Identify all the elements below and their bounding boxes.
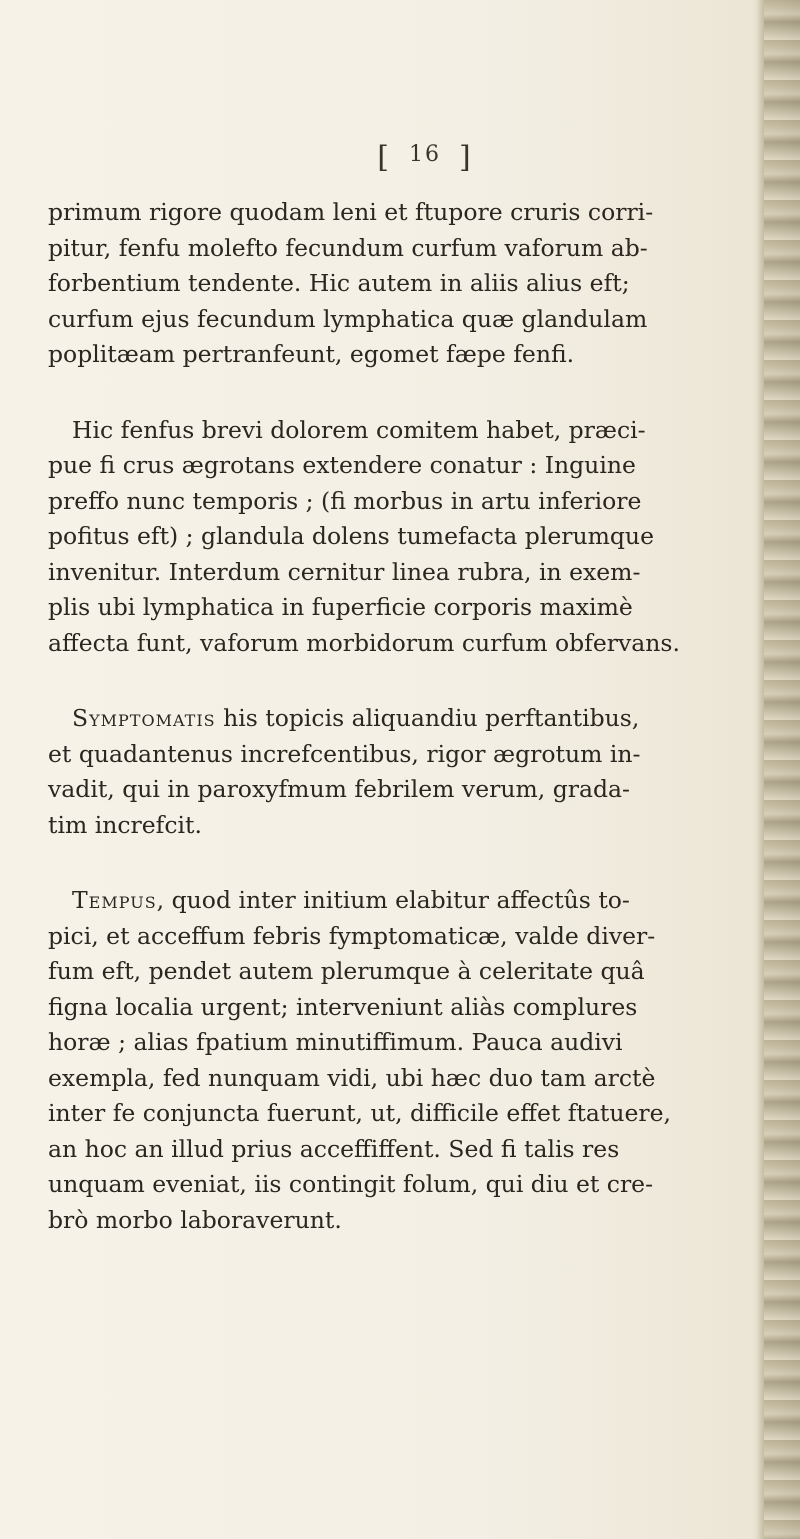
text-line xyxy=(48,883,768,919)
text-line: primum rigore quodam leni et ftupore cruris corri- xyxy=(48,198,654,226)
paragraph-lead-word: Hic xyxy=(72,415,114,444)
page-number-left-bracket: [ xyxy=(377,140,391,175)
text-line: pitur, fenfu molefto fecundum curfum vaforum ab- xyxy=(48,233,648,262)
text-line: fum eft, pendet autem plerumque à celeritate quâ xyxy=(48,957,645,985)
body-text xyxy=(48,195,768,1238)
text-line: pici, et acceffum febris fymptomaticæ, valde diver- xyxy=(48,921,656,950)
text-line: horæ ; alias fpatium minutiffimum. Pauca audivi xyxy=(48,1028,623,1056)
text-line: plis ubi lymphatica in fuperficie corporis maximè xyxy=(48,593,633,621)
page-number xyxy=(360,140,490,175)
text-line: invenitur. Interdum cernitur linea rubra, in exem- xyxy=(48,557,641,586)
text-line: forbentium tendente. Hic autem in aliis alius eft; xyxy=(48,269,630,297)
text-line: exempla, fed nunquam vidi, ubi hæc duo tam arctè xyxy=(48,1063,656,1092)
text-line: unquam eveniat, iis contingit folum, qui diu et cre- xyxy=(48,1170,654,1198)
paragraph-4 xyxy=(48,883,768,1238)
text-line: inter fe conjuncta fuerunt, ut, difficile effet ftatuere, xyxy=(48,1099,672,1127)
text-line: figna localia urgent; interveniunt aliàs complures xyxy=(48,992,638,1021)
paragraph-1 xyxy=(48,195,768,373)
page-number-right-bracket: ] xyxy=(459,140,473,175)
text-line-rest: fenfus brevi dolorem comitem habet, præci- xyxy=(113,415,646,444)
paragraph-2 xyxy=(48,413,768,662)
text-line: curfum ejus fecundum lymphatica quæ glandulam xyxy=(48,304,648,333)
text-line-rest: his topicis aliquandiu perftantibus, xyxy=(215,704,640,732)
text-line: tim increfcit. xyxy=(48,810,202,839)
page-number-value: 16 xyxy=(409,142,441,167)
text-line: poplitæam pertranfeunt, egomet fæpe fenfi. xyxy=(48,340,575,368)
text-line: pue fi crus ægrotans extendere conatur : Inguine xyxy=(48,451,636,479)
paragraph-lead-word: Tempus xyxy=(72,886,157,914)
text-line: preffo nunc temporis ; (fi morbus in artu inferiore xyxy=(48,486,642,515)
text-line xyxy=(48,701,768,737)
paragraph-lead-word: Symptomatis xyxy=(72,704,216,732)
text-line: an hoc an illud prius acceffiffent. Sed fi talis res xyxy=(48,1134,620,1163)
text-line: vadit, qui in paroxyfmum febrilem verum, grada- xyxy=(48,775,630,803)
text-line: pofitus eft) ; glandula dolens tumefacta plerumque xyxy=(48,522,654,550)
text-line: affecta funt, vaforum morbidorum curfum obfervans. xyxy=(48,628,680,657)
text-line xyxy=(48,413,768,449)
paragraph-3 xyxy=(48,701,768,843)
text-line-rest: , quod inter initium elabitur affectûs to- xyxy=(156,886,630,914)
text-line: et quadantenus increfcentibus, rigor ægrotum in- xyxy=(48,739,641,768)
text-line: brò morbo laboraverunt. xyxy=(48,1205,342,1234)
